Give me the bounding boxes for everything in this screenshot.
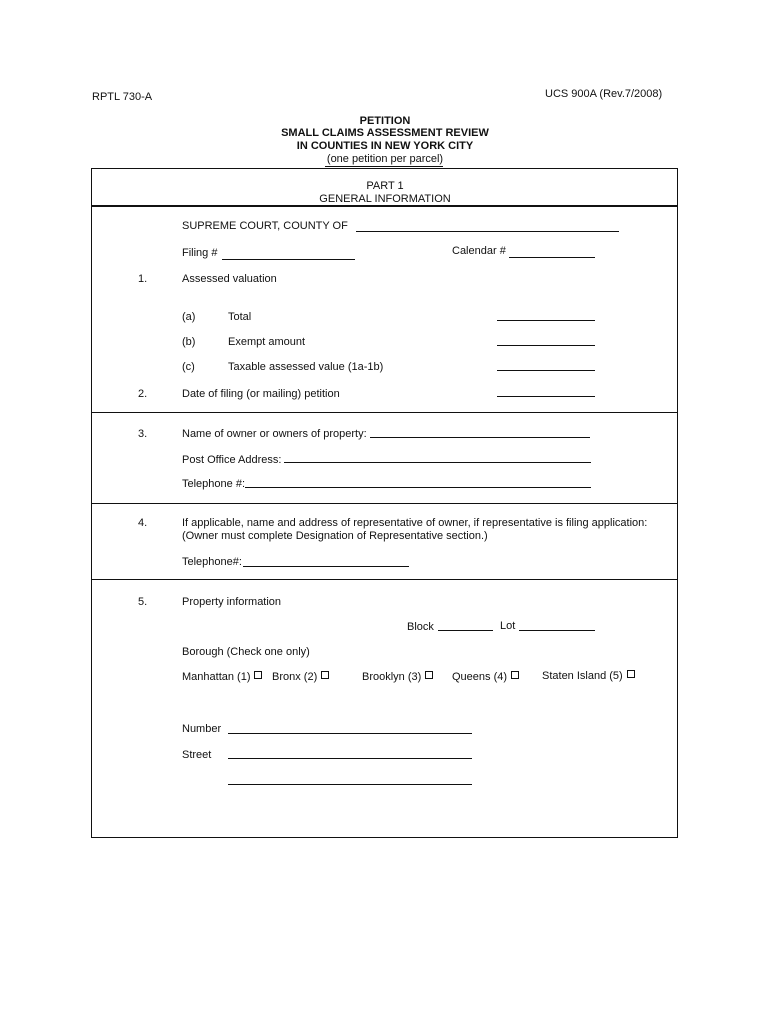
property-info-label: Property information xyxy=(182,596,282,608)
item1b-code: (b) xyxy=(182,336,196,348)
owner-label: Name of owner or owners of property: xyxy=(182,428,367,440)
form-number-right: UCS 900A (Rev.7/2008) xyxy=(545,88,663,100)
block-field[interactable] xyxy=(438,630,493,631)
street-label: Street xyxy=(182,749,212,761)
item5-number: 5. xyxy=(138,596,148,608)
address-label: Post Office Address: xyxy=(182,454,282,466)
title-note-underline xyxy=(325,166,443,167)
title-note: (one petition per parcel) xyxy=(326,153,444,165)
court-county-field[interactable] xyxy=(356,231,619,232)
lot-field[interactable] xyxy=(519,630,595,631)
title-petition: PETITION xyxy=(359,115,411,127)
court-label: SUPREME COURT, COUNTY OF xyxy=(182,220,348,232)
filing-number-field[interactable] xyxy=(222,259,355,260)
bronx-checkbox[interactable] xyxy=(321,671,329,679)
lot-label: Lot xyxy=(500,620,516,632)
queens-checkbox[interactable] xyxy=(511,671,519,679)
borough-brooklyn[interactable]: Brooklyn (3) xyxy=(362,671,433,683)
form-number-left: RPTL 730-A xyxy=(92,91,153,103)
section-divider-3 xyxy=(91,579,678,580)
calendar-label: Calendar # xyxy=(452,245,506,257)
item1-number: 1. xyxy=(138,273,148,285)
item1c-label: Taxable assessed value (1a-1b) xyxy=(228,361,384,373)
item1b-label: Exempt amount xyxy=(228,336,306,348)
item2-label: Date of filing (or mailing) petition xyxy=(182,388,340,400)
item1a-label: Total xyxy=(228,311,252,323)
owner-name-field[interactable] xyxy=(370,437,590,438)
brooklyn-checkbox[interactable] xyxy=(425,671,433,679)
part-label: PART 1 xyxy=(366,180,404,192)
owner-phone-label: Telephone #: xyxy=(182,478,245,490)
owner-phone-field[interactable] xyxy=(245,487,591,488)
section-divider-1 xyxy=(91,412,678,413)
representative-phone-field[interactable] xyxy=(243,566,409,567)
street-field[interactable] xyxy=(228,758,472,759)
street-field-line2[interactable] xyxy=(228,784,472,785)
borough-bronx[interactable]: Bronx (2) xyxy=(272,671,329,683)
calendar-number-field[interactable] xyxy=(509,257,595,258)
borough-staten-island[interactable]: Staten Island (5) xyxy=(542,670,635,682)
exempt-amount-field[interactable] xyxy=(497,345,595,346)
title-counties: IN COUNTIES IN NEW YORK CITY xyxy=(296,140,474,152)
manhattan-checkbox[interactable] xyxy=(254,671,262,679)
block-label: Block xyxy=(407,621,434,633)
total-field[interactable] xyxy=(497,320,595,321)
representative-text-1: If applicable, name and address of representative of owner, if representative is filing application: xyxy=(182,517,648,529)
borough-manhattan[interactable]: Manhattan (1) xyxy=(182,671,262,683)
item1a-code: (a) xyxy=(182,311,196,323)
item1c-code: (c) xyxy=(182,361,195,373)
representative-text-2: (Owner must complete Designation of Representative section.) xyxy=(182,530,488,542)
part-heading: GENERAL INFORMATION xyxy=(319,193,451,205)
borough-queens[interactable]: Queens (4) xyxy=(452,671,519,683)
representative-phone-label: Telephone#: xyxy=(182,556,242,568)
part-divider xyxy=(91,205,678,207)
section-divider-2 xyxy=(91,503,678,504)
borough-label: Borough (Check one only) xyxy=(182,646,310,658)
title-small-claims: SMALL CLAIMS ASSESSMENT REVIEW xyxy=(281,127,489,139)
taxable-value-field[interactable] xyxy=(497,370,595,371)
post-office-address-field[interactable] xyxy=(284,462,591,463)
item3-number: 3. xyxy=(138,428,148,440)
item4-number: 4. xyxy=(138,517,148,529)
number-label: Number xyxy=(182,723,222,735)
filing-date-field[interactable] xyxy=(497,396,595,397)
street-number-field[interactable] xyxy=(228,733,472,734)
item1-label: Assessed valuation xyxy=(182,273,277,285)
item2-number: 2. xyxy=(138,388,148,400)
filing-label: Filing # xyxy=(182,247,218,259)
staten-island-checkbox[interactable] xyxy=(627,670,635,678)
